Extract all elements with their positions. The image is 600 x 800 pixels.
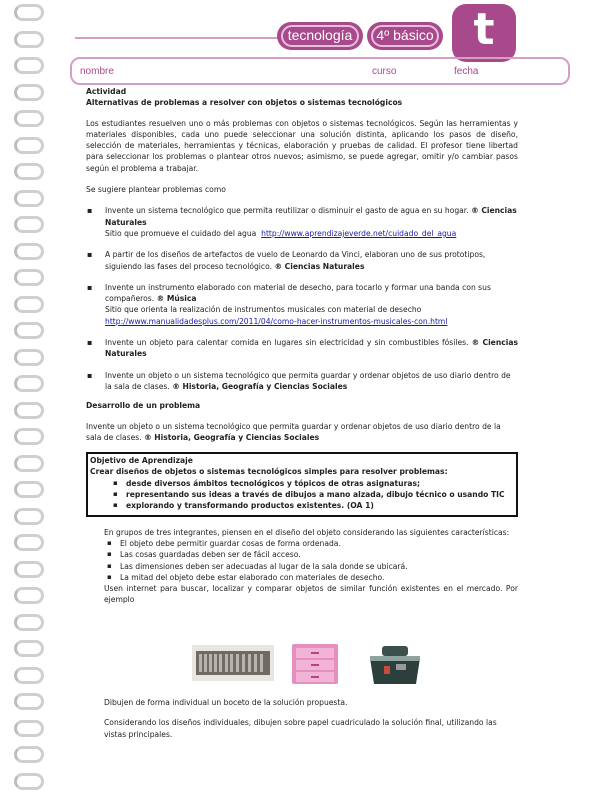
site-label: Sitio que promueve el cuidado del agua: [105, 228, 257, 238]
groups-text: En grupos de tres integrantes, piensen en el diseño del objeto considerando las siguientes características:: [104, 527, 510, 537]
spiral-ring: [14, 614, 44, 631]
subject-pill: [277, 22, 363, 50]
suggest-text: Se sugiere plantear problemas como: [86, 185, 226, 195]
closing-instructions: [104, 697, 518, 740]
alternatives-heading: Alternativas de problemas a resolver con objetos o sistemas tecnológicos: [86, 98, 403, 108]
water-care-link[interactable]: http://www.aprendizajeverde.net/cuidado_del_agua: [261, 228, 457, 238]
spiral-ring: [14, 720, 44, 737]
list-item: ▪ Invente un objeto para calentar comida en lugares sin electricidad y sin combustibles fósiles. ® Ciencias Naturales: [86, 337, 518, 360]
subject-logo: t: [452, 4, 516, 62]
subject-tag: ® Música: [156, 294, 197, 304]
intro-paragraph: Los estudiantes resuelven uno o más problemas con objetos o sistemas tecnológicos. Según las herramientas y materiales disponibles, cada uno puede seleccionar una solución distinta, aplicando los pasos de diseño, selección de materiales, herramientas y técnicas, elaboración y pruebas de calidad. El profesor tiene libertad para seleccionar los problemas o plantear otros nuevos; asimismo, se puede agregar, omitir y/o cambiar pasos según el problema a trabajar.: [86, 118, 518, 173]
instruments-link[interactable]: http://www.manualidadesplus.com/2011/04/como-hacer-instrumentos-musicales-con.html: [105, 316, 448, 326]
pink-drawers-image: [286, 638, 344, 688]
spiral-ring: [14, 561, 44, 578]
spiral-ring: [14, 587, 44, 604]
spiral-ring: [14, 481, 44, 498]
feature-item: ▪ La mitad del objeto debe estar elaborado con materiales de desecho.: [104, 572, 518, 583]
feature-item: ▪ Las dimensiones deben ser adecuadas al lugar de la sala donde se ubicará.: [104, 561, 518, 572]
grade-pill: [367, 22, 443, 50]
internet-text: Usen internet para buscar, localizar y comparar objetos de similar función existentes en el mercado. Por ejemplo: [104, 584, 518, 605]
spiral-ring: [14, 667, 44, 684]
spiral-ring: [14, 322, 44, 339]
toolbox-image: [364, 638, 426, 690]
spiral-ring: [14, 773, 44, 790]
problem-statement: Invente un objeto o un sistema tecnológico que permita guardar y ordenar objetos de uso diario dentro de la sala de clases. ® Historia, Geografía y Ciencias Sociales: [86, 421, 501, 442]
activity-heading: Actividad: [86, 87, 127, 96]
list-item: ▪ Invente un instrumento elaborado con material de desecho, para tocarlo y formar una banda con sus compañeros. ® Música Sitio que orienta la realización de instrumentos musicales con material de desecho http://www.manualidadesplus.com/2011/04/como-hacer-instrumentos-musicales-con.html: [86, 282, 518, 327]
spiral-ring: [14, 216, 44, 233]
grade-label: 4º básico: [376, 27, 434, 43]
spiral-ring: [14, 243, 44, 260]
subject-tag: ® Ciencias Naturales: [105, 338, 518, 359]
spiral-ring: [14, 640, 44, 657]
subject-tag: ® Historia, Geografía y Ciencias Sociales: [172, 381, 348, 391]
header-rule: [75, 37, 285, 39]
development-heading: Desarrollo de un problema: [86, 401, 201, 411]
spiral-ring: [14, 57, 44, 74]
objective-bullet: ▪ desde diversos ámbitos tecnológicos y tópicos de otras asignaturas;: [110, 478, 513, 489]
sketch-text: Dibujen de forma individual un boceto de la solución propuesta.: [104, 698, 348, 707]
spiral-ring: [14, 190, 44, 207]
worksheet-body: [86, 86, 518, 606]
feature-item: ▪ El objeto debe permitir guardar cosas de forma ordenada.: [104, 538, 518, 549]
name-label: nombre: [80, 66, 114, 77]
spiral-ring: [14, 110, 44, 127]
drawer-organizer-image: [192, 645, 274, 681]
subject-tag: ® Ciencias Naturales: [274, 261, 365, 271]
final-text: Considerando los diseños individuales, dibujen sobre papel cuadriculado la solución final, utilizando las vistas principales.: [104, 718, 497, 739]
objective-lead: Crear diseños de objetos o sistemas tecnológicos simples para resolver problemas:: [90, 467, 448, 477]
spiral-ring: [14, 4, 44, 21]
spiral-ring: [14, 746, 44, 763]
objective-bullet: ▪ explorando y transformando productos existentes. (OA 1): [110, 500, 513, 511]
spiral-ring: [14, 455, 44, 472]
spiral-ring: [14, 402, 44, 419]
spiral-binding: [14, 4, 54, 800]
spiral-ring: [14, 84, 44, 101]
groups-instructions: [86, 527, 518, 606]
spiral-ring: [14, 375, 44, 392]
spiral-ring: [14, 296, 44, 313]
spiral-ring: [14, 349, 44, 366]
subject-tag: ® Ciencias Naturales: [105, 206, 517, 227]
feature-item: ▪ Las cosas guardadas deben ser de fácil acceso.: [104, 549, 518, 560]
spiral-ring: [14, 534, 44, 551]
list-item: ▪ Invente un sistema tecnológico que permita reutilizar o disminuir el gasto de agua en su hogar. ® Ciencias Naturales Sitio que promueve el cuidado del agua http://www.aprendizajeverde.net/cuidado_del_agua: [86, 205, 518, 239]
objective-bullet: ▪ representando sus ideas a través de dibujos a mano alzada, dibujo técnico o usando TIC: [110, 489, 513, 500]
objective-title: Objetivo de Aprendizaje: [90, 456, 193, 466]
spiral-ring: [14, 163, 44, 180]
date-label: fecha: [454, 66, 479, 77]
spiral-ring: [14, 508, 44, 525]
list-item: ▪ Invente un objeto o un sistema tecnológico que permita guardar y ordenar objetos de uso diario dentro de la sala de clases. ® Historia, Geografía y Ciencias Sociales: [86, 370, 518, 393]
spiral-ring: [14, 137, 44, 154]
site-label: Sitio que orienta la realización de instrumentos musicales con material de desecho: [105, 305, 422, 315]
course-label: curso: [372, 66, 397, 77]
spiral-ring: [14, 269, 44, 286]
spiral-ring: [14, 693, 44, 710]
spiral-ring: [14, 31, 44, 48]
subject-label: tecnología: [287, 27, 353, 43]
list-item: ▪ A partir de los diseños de artefactos de vuelo de Leonardo da Vinci, elaboran uno de sus prototipos, siguiendo las fases del proceso tecnológico. ® Ciencias Naturales: [86, 249, 518, 272]
student-info-bar: [70, 57, 570, 85]
learning-objective-box: [86, 452, 518, 516]
spiral-ring: [14, 428, 44, 445]
subject-tag: ® Historia, Geografía y Ciencias Sociales: [144, 432, 320, 442]
